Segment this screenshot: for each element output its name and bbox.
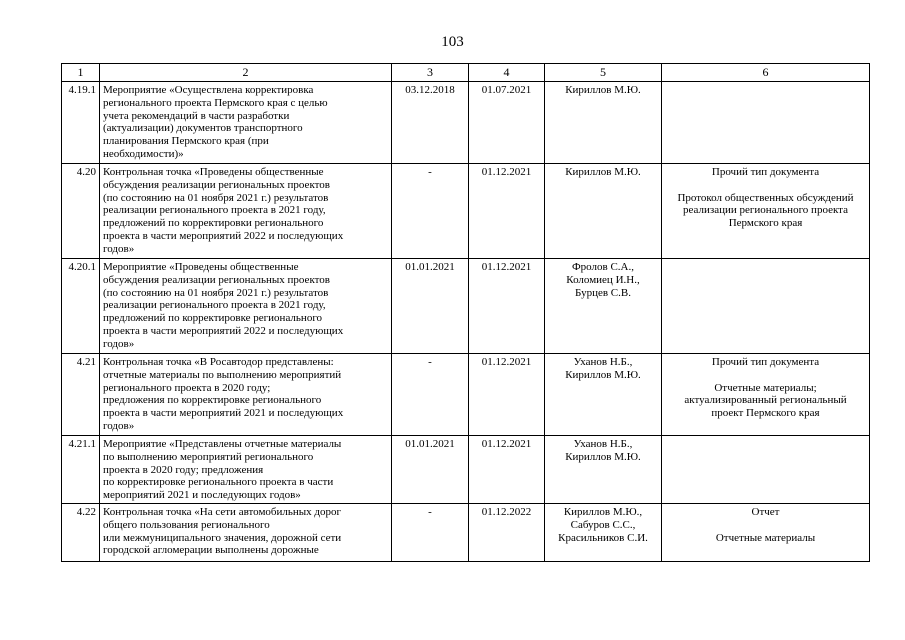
description-line: городской агломерации выполнены дорожные <box>103 544 319 557</box>
document-name-line: Отчетные материалы <box>715 531 816 544</box>
description-line: обсуждения реализации региональных проектов <box>103 273 330 286</box>
row-description <box>100 82 392 164</box>
description-line: проекта в 2020 году; предложения <box>103 463 264 476</box>
header-cell-1: 1 <box>62 64 100 82</box>
start-date: - <box>392 354 469 436</box>
row-description <box>100 164 392 259</box>
end-date: 01.12.2021 <box>469 164 545 259</box>
row-description <box>100 354 392 436</box>
description-line: реализации регионального проекта в 2021 году, <box>103 204 326 217</box>
description-line: Мероприятие «Осуществлена корректировка <box>103 84 314 96</box>
row-number: 4.20.1 <box>62 259 100 354</box>
page-number: 103 <box>441 34 464 50</box>
document-name-line: реализации регионального проекта <box>683 204 848 217</box>
result-document <box>662 504 870 562</box>
table-row <box>62 82 870 164</box>
end-date: 01.07.2021 <box>469 82 545 164</box>
description-line: Контрольная точка «На сети автомобильных дорог <box>103 506 342 518</box>
description-line: обсуждения реализации региональных проектов <box>103 178 330 191</box>
responsible-line: Кириллов М.Ю. <box>565 450 641 463</box>
description-line: общего пользования регионального <box>103 518 270 531</box>
result-document <box>662 259 870 354</box>
description-line: проекта в части мероприятий 2021 и последующих <box>103 407 344 420</box>
end-date: 01.12.2021 <box>469 436 545 504</box>
description-line: или межмуниципального значения, дорожной сети <box>103 531 342 544</box>
row-number: 4.20 <box>62 164 100 259</box>
result-document <box>662 354 870 436</box>
end-date: 01.12.2021 <box>469 354 545 436</box>
description-line: регионального проекта Пермского края с целью <box>103 96 328 109</box>
document-spacer <box>665 369 866 382</box>
result-document <box>662 436 870 504</box>
description-line: проекта в части мероприятий 2022 и последующих <box>103 324 344 337</box>
responsible-line: Кириллов М.Ю. <box>565 166 641 178</box>
document-spacer <box>665 179 866 192</box>
header-cell-5: 5 <box>545 64 662 82</box>
responsible-person <box>545 354 662 436</box>
responsible-line: Фролов С.А., <box>571 261 634 273</box>
document-spacer <box>665 519 866 532</box>
description-line: Контрольная точка «Проведены общественные <box>103 166 324 178</box>
responsible-person <box>545 436 662 504</box>
document-name-line: проект Пермского края <box>711 407 820 420</box>
start-date: 01.01.2021 <box>392 259 469 354</box>
responsible-line: Сабуров С.С., <box>570 518 636 531</box>
start-date: 01.01.2021 <box>392 436 469 504</box>
table-body <box>62 64 870 562</box>
responsible-line: Кириллов М.Ю. <box>565 84 641 96</box>
description-line: учета рекомендаций в части разработки <box>103 109 290 122</box>
header-cell-6: 6 <box>662 64 870 82</box>
start-date: - <box>392 164 469 259</box>
row-number: 4.19.1 <box>62 82 100 164</box>
end-date: 01.12.2021 <box>469 259 545 354</box>
description-line: регионального проекта в 2020 году; <box>103 381 271 394</box>
responsible-person <box>545 259 662 354</box>
row-number: 4.22 <box>62 504 100 562</box>
end-date: 01.12.2022 <box>469 504 545 562</box>
description-line: по выполнению мероприятий регионального <box>103 450 314 463</box>
result-document <box>662 164 870 259</box>
row-description <box>100 504 392 562</box>
table-row <box>62 436 870 504</box>
description-line: отчетные материалы по выполнению мероприятий <box>103 368 342 381</box>
description-line: годов» <box>103 337 135 350</box>
start-date: 03.12.2018 <box>392 82 469 164</box>
row-number: 4.21 <box>62 354 100 436</box>
description-line: планирования Пермского края (при <box>103 135 269 148</box>
table-row <box>62 504 870 562</box>
description-line: Контрольная точка «В Росавтодор представлены: <box>103 356 334 368</box>
responsible-line: Красильников С.И. <box>558 531 648 544</box>
description-line: (актуализации) документов транспортного <box>103 122 303 135</box>
responsible-person <box>545 82 662 164</box>
header-cell-3: 3 <box>392 64 469 82</box>
document-name-line: актуализированный региональный <box>684 394 847 407</box>
responsible-line: Бурцев С.В. <box>575 286 631 299</box>
start-date: - <box>392 504 469 562</box>
responsible-line: Уханов Н.Б., <box>573 438 633 450</box>
document-name-line: Отчетные материалы; <box>714 381 817 394</box>
responsible-line: Уханов Н.Б., <box>573 356 633 368</box>
description-line: (по состоянию на 01 ноября 2021 г.) результатов <box>103 286 329 299</box>
table-row <box>62 164 870 259</box>
activity-table <box>61 63 870 562</box>
result-document <box>662 82 870 164</box>
responsible-person <box>545 164 662 259</box>
description-line: предложений по корректировке регионального <box>103 312 323 325</box>
document-type: Прочий тип документа <box>711 356 820 368</box>
table-row <box>62 259 870 354</box>
description-line: необходимости)» <box>103 147 184 160</box>
document-type: Отчет <box>751 506 780 518</box>
row-description <box>100 436 392 504</box>
header-cell-4: 4 <box>469 64 545 82</box>
document-name-line: Протокол общественных обсуждений <box>677 191 854 204</box>
description-line: (по состоянию на 01 ноября 2021 г.) результатов <box>103 191 329 204</box>
document-name-line: Пермского края <box>728 217 803 230</box>
description-line: предложения по корректировке регионального <box>103 394 322 407</box>
document-type: Прочий тип документа <box>711 166 820 178</box>
description-line: годов» <box>103 242 135 255</box>
description-line: реализации регионального проекта в 2021 году, <box>103 299 326 312</box>
responsible-line: Кириллов М.Ю. <box>565 368 641 381</box>
description-line: предложений по корректировки регионального <box>103 217 324 230</box>
row-description <box>100 259 392 354</box>
table-row <box>62 354 870 436</box>
description-line: мероприятий 2021 и последующих годов» <box>103 489 301 502</box>
responsible-line: Кириллов М.Ю., <box>563 506 643 518</box>
responsible-person <box>545 504 662 562</box>
description-line: годов» <box>103 419 135 432</box>
description-line: по корректировке регионального проекта в части <box>103 476 334 489</box>
header-row <box>62 64 870 82</box>
responsible-line: Коломиец И.Н., <box>566 273 640 286</box>
description-line: Мероприятие «Представлены отчетные материалы <box>103 438 342 450</box>
description-line: проекта в части мероприятий 2022 и последующих <box>103 229 344 242</box>
header-cell-2: 2 <box>100 64 392 82</box>
row-number: 4.21.1 <box>62 436 100 504</box>
description-line: Мероприятие «Проведены общественные <box>103 261 299 273</box>
